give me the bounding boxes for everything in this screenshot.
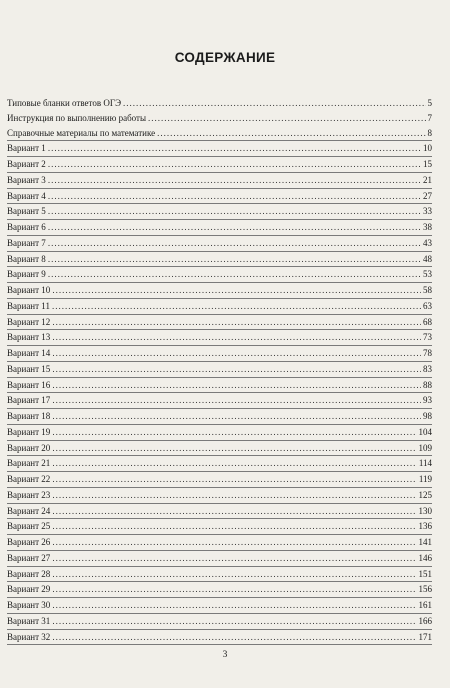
- toc-leader-dots: [52, 393, 421, 408]
- toc-entry-page: 161: [418, 600, 432, 610]
- toc-entry-page: 33: [423, 206, 432, 217]
- toc-entry-title: Справочные материалы по математике: [7, 127, 156, 138]
- toc-entry[interactable]: [7, 393, 432, 409]
- toc-leader-dots: [52, 441, 416, 456]
- toc-leader-dots: [48, 189, 421, 204]
- toc-leader-dots: [52, 488, 416, 503]
- toc-leader-dots: [48, 252, 421, 267]
- toc-entry-page: 38: [423, 222, 432, 232]
- toc-entry-page: 73: [423, 332, 432, 343]
- toc-leader-dots: [52, 567, 416, 582]
- toc-entry[interactable]: [7, 96, 432, 111]
- toc-entry-page: 48: [423, 253, 432, 264]
- toc-entry[interactable]: [7, 346, 432, 362]
- toc-leader-dots: [157, 126, 425, 141]
- toc-leader-dots: [52, 330, 421, 345]
- toc-leader-dots: [48, 141, 421, 156]
- toc-entry-page: 58: [423, 285, 432, 295]
- toc-entry-title: Вариант 9: [7, 269, 46, 280]
- toc-entry-title: Вариант 27: [7, 552, 51, 563]
- toc-leader-dots: [52, 598, 416, 613]
- toc-entry-page: 98: [423, 411, 432, 421]
- toc-leader-dots: [148, 111, 425, 126]
- toc-entry-title: Вариант 31: [7, 615, 51, 626]
- toc-entry[interactable]: [7, 551, 432, 567]
- toc-entry-page: 141: [418, 537, 432, 547]
- toc-entry[interactable]: [7, 598, 432, 614]
- toc-entry-page: 151: [418, 568, 432, 579]
- page-number: 3: [222, 650, 228, 660]
- toc-entry-title: Инструкция по выполнению работы: [7, 112, 147, 123]
- toc-entry-title: Вариант 32: [7, 631, 51, 642]
- toc-entry[interactable]: [7, 189, 432, 205]
- toc-leader-dots: [52, 582, 416, 597]
- page-title: СОДЕРЖАНИЕ: [174, 50, 276, 65]
- toc-entry[interactable]: [7, 425, 432, 441]
- toc-leader-dots: [52, 630, 416, 645]
- toc-entry[interactable]: [7, 267, 432, 283]
- toc-leader-dots: [52, 299, 421, 314]
- toc-entry-title: Вариант 3: [7, 174, 46, 185]
- toc-entry[interactable]: [7, 330, 432, 346]
- toc-entry-title: Вариант 30: [7, 600, 51, 610]
- toc-entry[interactable]: [7, 157, 432, 173]
- toc-entry[interactable]: [7, 488, 432, 504]
- toc-entry[interactable]: [7, 582, 432, 598]
- toc-entry-page: 88: [423, 379, 432, 390]
- toc-leader-dots: [52, 362, 421, 377]
- toc-leader-dots: [48, 204, 421, 219]
- toc-entry-title: Вариант 23: [7, 489, 51, 500]
- toc-entry-page: 114: [418, 458, 432, 469]
- toc-leader-dots: [48, 220, 421, 235]
- toc-entry-title: Вариант 19: [7, 426, 51, 437]
- toc-entry[interactable]: [7, 315, 432, 331]
- toc-leader-dots: [48, 173, 421, 188]
- toc-entry-title: Вариант 12: [7, 316, 51, 327]
- toc-entry[interactable]: [7, 126, 432, 142]
- toc-entry-page: 63: [423, 300, 432, 311]
- toc-entry[interactable]: [7, 504, 432, 520]
- toc-entry-title: Вариант 24: [7, 505, 51, 516]
- toc-entry-title: Вариант 14: [7, 348, 51, 358]
- toc-leader-dots: [52, 346, 421, 361]
- toc-entry-page: 109: [418, 442, 432, 453]
- toc-leader-dots: [48, 267, 421, 282]
- toc-leader-dots: [52, 614, 416, 629]
- toc-entry[interactable]: [7, 456, 432, 472]
- toc-entry-page: 156: [418, 584, 432, 595]
- toc-entry-page: 7: [427, 112, 432, 123]
- toc-entry-title: Типовые бланки ответов ОГЭ: [7, 98, 122, 108]
- toc-entry[interactable]: [7, 236, 432, 252]
- toc-entry-title: Вариант 20: [7, 442, 51, 453]
- toc-entry-page: 171: [418, 631, 432, 642]
- toc-leader-dots: [52, 535, 416, 550]
- toc-entry[interactable]: [7, 378, 432, 394]
- table-of-contents: [7, 96, 432, 645]
- toc-entry[interactable]: [7, 362, 432, 378]
- toc-entry[interactable]: [7, 614, 432, 630]
- toc-entry-page: 8: [427, 127, 432, 138]
- toc-entry-title: Вариант 18: [7, 411, 51, 421]
- toc-leader-dots: [52, 283, 421, 298]
- toc-entry[interactable]: [7, 409, 432, 425]
- toc-entry-title: Вариант 8: [7, 253, 46, 264]
- toc-entry[interactable]: [7, 472, 432, 488]
- toc-entry-title: Вариант 25: [7, 521, 51, 532]
- toc-entry[interactable]: [7, 252, 432, 268]
- toc-entry[interactable]: [7, 441, 432, 457]
- toc-leader-dots: [48, 157, 421, 172]
- toc-entry[interactable]: [7, 299, 432, 315]
- toc-entry-page: 78: [423, 348, 432, 358]
- toc-entry-title: Вариант 7: [7, 237, 46, 248]
- toc-entry-title: Вариант 26: [7, 537, 51, 547]
- toc-entry[interactable]: [7, 535, 432, 551]
- toc-entry[interactable]: [7, 630, 432, 646]
- toc-entry-page: 21: [423, 174, 432, 185]
- toc-entry-title: Вариант 28: [7, 568, 51, 579]
- toc-entry-page: 104: [418, 426, 432, 437]
- toc-entry-page: 83: [423, 363, 432, 374]
- toc-entry-title: Вариант 6: [7, 222, 46, 232]
- toc-leader-dots: [52, 425, 416, 440]
- toc-leader-dots: [52, 519, 416, 534]
- toc-entry-title: Вариант 5: [7, 206, 46, 217]
- toc-entry-page: 166: [418, 615, 432, 626]
- toc-entry-title: Вариант 22: [7, 474, 51, 484]
- toc-entry-page: 10: [423, 143, 432, 154]
- toc-entry-page: 68: [423, 316, 432, 327]
- toc-leader-dots: [52, 409, 421, 424]
- toc-entry-page: 130: [418, 505, 432, 516]
- toc-leader-dots: [123, 96, 425, 111]
- toc-leader-dots: [52, 378, 421, 393]
- toc-leader-dots: [52, 315, 421, 330]
- toc-entry[interactable]: [7, 141, 432, 157]
- toc-entry-title: Вариант 21: [7, 458, 51, 469]
- toc-entry-title: Вариант 10: [7, 285, 51, 295]
- toc-leader-dots: [52, 472, 417, 487]
- toc-entry-title: Вариант 1: [7, 143, 46, 154]
- toc-entry-page: 5: [427, 98, 432, 108]
- toc-entry[interactable]: [7, 283, 432, 299]
- toc-entry-title: Вариант 4: [7, 190, 46, 201]
- toc-entry[interactable]: [7, 111, 432, 126]
- toc-entry-title: Вариант 2: [7, 159, 46, 169]
- toc-leader-dots: [52, 456, 417, 471]
- toc-entry-page: 27: [423, 190, 432, 201]
- toc-entry[interactable]: [7, 519, 432, 535]
- toc-entry-title: Вариант 15: [7, 363, 51, 374]
- toc-entry-page: 43: [423, 237, 432, 248]
- toc-entry[interactable]: [7, 204, 432, 220]
- toc-entry-title: Вариант 17: [7, 395, 51, 406]
- toc-leader-dots: [52, 504, 416, 519]
- toc-entry-page: 119: [418, 474, 432, 484]
- toc-entry-title: Вариант 13: [7, 332, 51, 343]
- toc-entry-title: Вариант 16: [7, 379, 51, 390]
- toc-entry-page: 93: [423, 395, 432, 406]
- toc-entry[interactable]: [7, 567, 432, 583]
- toc-entry[interactable]: [7, 220, 432, 236]
- toc-entry-page: 125: [418, 489, 432, 500]
- toc-entry[interactable]: [7, 173, 432, 189]
- toc-entry-page: 15: [423, 159, 432, 169]
- toc-entry-page: 136: [418, 521, 432, 532]
- toc-leader-dots: [52, 551, 416, 566]
- toc-leader-dots: [48, 236, 421, 251]
- toc-entry-page: 146: [418, 552, 432, 563]
- toc-entry-page: 53: [423, 269, 432, 280]
- toc-entry-title: Вариант 11: [7, 300, 50, 311]
- toc-entry-title: Вариант 29: [7, 584, 51, 595]
